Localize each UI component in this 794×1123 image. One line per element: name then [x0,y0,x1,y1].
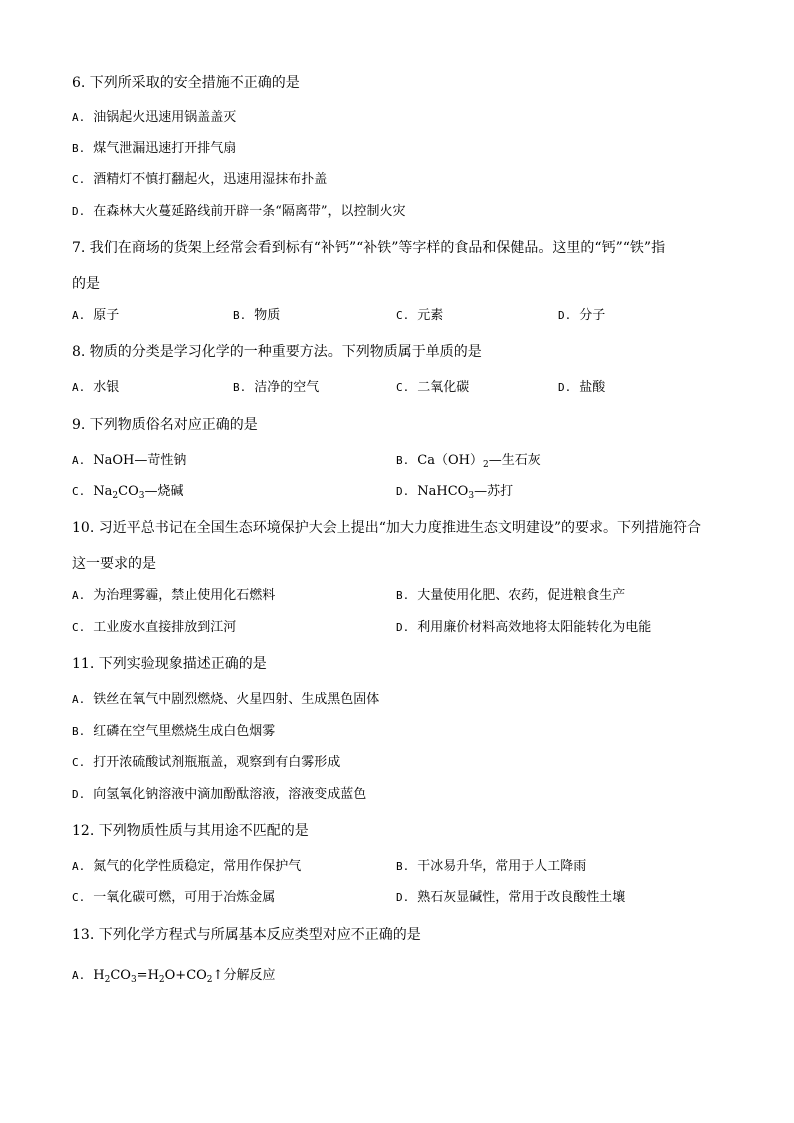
question-12-option-c [72,888,275,908]
question-8-option-d [558,378,605,398]
option-text: 为治理雾霾，禁止使用化石燃料 [93,588,276,603]
option-text: 物质 [254,308,281,323]
question-7-option-d [558,306,605,326]
question-6-option-d [72,202,406,222]
option-label: A. [72,589,86,602]
option-text: 向氢氧化钠溶液中滴加酚酞溶液，溶液变成蓝色 [93,787,367,802]
option-label: C. [72,891,86,904]
question-10-stem: 10. 习近平总书记在全国生态环境保护大会上提出“加大力度推进生态文明建设”的要求。下列措施符合 [72,520,702,536]
question-10-option-a [72,586,275,606]
option-text: —生石灰 [488,453,541,468]
option-text: 在森林大火蔓延路线前开辟一条“隔离带”，以控制火灾 [93,204,406,219]
option-text: 氮气的化学性质稳定，常用作保护气 [93,859,302,874]
formula-subscript: 2 [482,460,489,470]
option-text: 油锅起火迅速用锅盖盖灭 [93,110,237,125]
option-label: A. [72,111,86,124]
option-label: C. [72,485,86,498]
question-11-option-a [72,690,379,710]
option-text: 工业废水直接排放到江河 [93,620,237,635]
question-12-option-b [396,857,586,877]
option-label: A. [72,454,86,467]
question-7-stem: 7. 我们在商场的货架上经常会看到标有“补钙”“补铁”等字样的食品和保健品。这里的“钙”“铁”指 [72,240,666,256]
option-text: 二氧化碳 [417,380,470,395]
question-6-option-a [72,108,236,128]
option-label: C. [396,381,410,394]
option-text: 一氧化碳可燃，可用于冶炼金属 [93,890,276,905]
option-label: B. [396,589,410,602]
question-8-option-a [72,378,119,398]
option-text: NaOH—苛性钠 [93,453,187,468]
formula-subscript: 2 [112,491,119,501]
formula-subscript: 2 [104,975,111,985]
option-label: A. [72,969,86,982]
option-text: 元素 [417,308,444,323]
formula-part: Na [93,484,113,499]
option-text: 红磷在空气里燃烧生成白色烟雾 [93,724,276,739]
question-10-option-c [72,618,236,638]
formula-subscript: 3 [138,491,145,501]
question-11-option-b [72,722,275,742]
option-text: —苏打 [474,484,514,499]
option-text: 原子 [93,308,120,323]
gas-arrow-icon: ↑ [212,968,224,983]
question-9-option-a [72,451,186,471]
question-13-option-a [72,966,275,986]
question-6-stem: 6. 下列所采取的安全措施不正确的是 [72,75,300,91]
option-text: 铁丝在氧气中剧烈燃烧、火星四射、生成黑色固体 [93,692,380,707]
option-text: 分解反应 [223,968,276,983]
question-8-stem: 8. 物质的分类是学习化学的一种重要方法。下列物质属于单质的是 [72,344,482,360]
formula-part: O+CO [164,968,207,983]
option-text: 水银 [93,380,120,395]
formula-part: NaHCO [417,484,469,499]
option-label: B. [396,454,410,467]
option-label: D. [558,309,572,322]
option-label: D. [396,485,410,498]
option-text: 酒精灯不慎打翻起火，迅速用湿抹布扑盖 [93,172,328,187]
option-label: C. [72,173,86,186]
question-12-option-d [396,888,625,908]
option-text: 洁净的空气 [254,380,320,395]
question-11-option-c [72,753,340,773]
option-label: A. [72,309,86,322]
formula-part: CO [110,968,131,983]
question-11-option-d [72,785,366,805]
question-7-option-b [233,306,280,326]
formula-subscript: 2 [158,975,165,985]
option-label: A. [72,860,86,873]
option-label: C. [396,309,410,322]
option-label: D. [72,205,86,218]
option-label: D. [396,621,410,634]
question-10-option-b [396,586,625,606]
question-9-option-c [72,482,183,502]
question-8-option-c [396,378,469,398]
question-9-option-b [396,451,541,471]
option-label: D. [72,788,86,801]
option-label: B. [233,309,247,322]
question-9-stem: 9. 下列物质俗名对应正确的是 [72,417,258,433]
option-label: A. [72,693,86,706]
question-6-option-c [72,170,327,190]
question-12-option-a [72,857,301,877]
option-label: D. [558,381,572,394]
question-7-stem-continued: 的是 [72,276,100,292]
option-text: 打开浓硫酸试剂瓶瓶盖，观察到有白雾形成 [93,755,341,770]
formula-subscript: 2 [206,975,213,985]
question-10-stem-continued: 这一要求的是 [72,556,156,572]
option-text: —烧碱 [144,484,184,499]
option-text: 煤气泄漏迅速打开排气扇 [93,141,237,156]
option-label: C. [72,621,86,634]
option-label: B. [72,725,86,738]
option-label: C. [72,756,86,769]
question-13-stem: 13. 下列化学方程式与所属基本反应类型对应不正确的是 [72,927,421,943]
option-label: A. [72,381,86,394]
formula-part: CO [118,484,139,499]
option-text: 干冰易升华，常用于人工降雨 [417,859,587,874]
formula-part: =H [136,968,159,983]
question-6-option-b [72,139,236,159]
option-text: 盐酸 [579,380,606,395]
option-label: B. [72,142,86,155]
option-label: D. [396,891,410,904]
option-label: B. [396,860,410,873]
formula-part: Ca（OH） [417,453,483,468]
question-9-option-d [396,482,513,502]
question-7-option-a [72,306,119,326]
option-text: 分子 [579,308,606,323]
question-10-option-d [396,618,651,638]
formula-subscript: 3 [130,975,137,985]
question-8-option-b [233,378,319,398]
formula-subscript: 3 [468,491,475,501]
option-label: B. [233,381,247,394]
question-11-stem: 11. 下列实验现象描述正确的是 [72,656,267,672]
question-7-option-c [396,306,443,326]
formula-part: H [93,968,105,983]
option-text: 熟石灰显碱性，常用于改良酸性土壤 [417,890,626,905]
option-text: 利用廉价材料高效地将太阳能转化为电能 [417,620,652,635]
option-text: 大量使用化肥、农药，促进粮食生产 [417,588,626,603]
question-12-stem: 12. 下列物质性质与其用途不匹配的是 [72,823,309,839]
